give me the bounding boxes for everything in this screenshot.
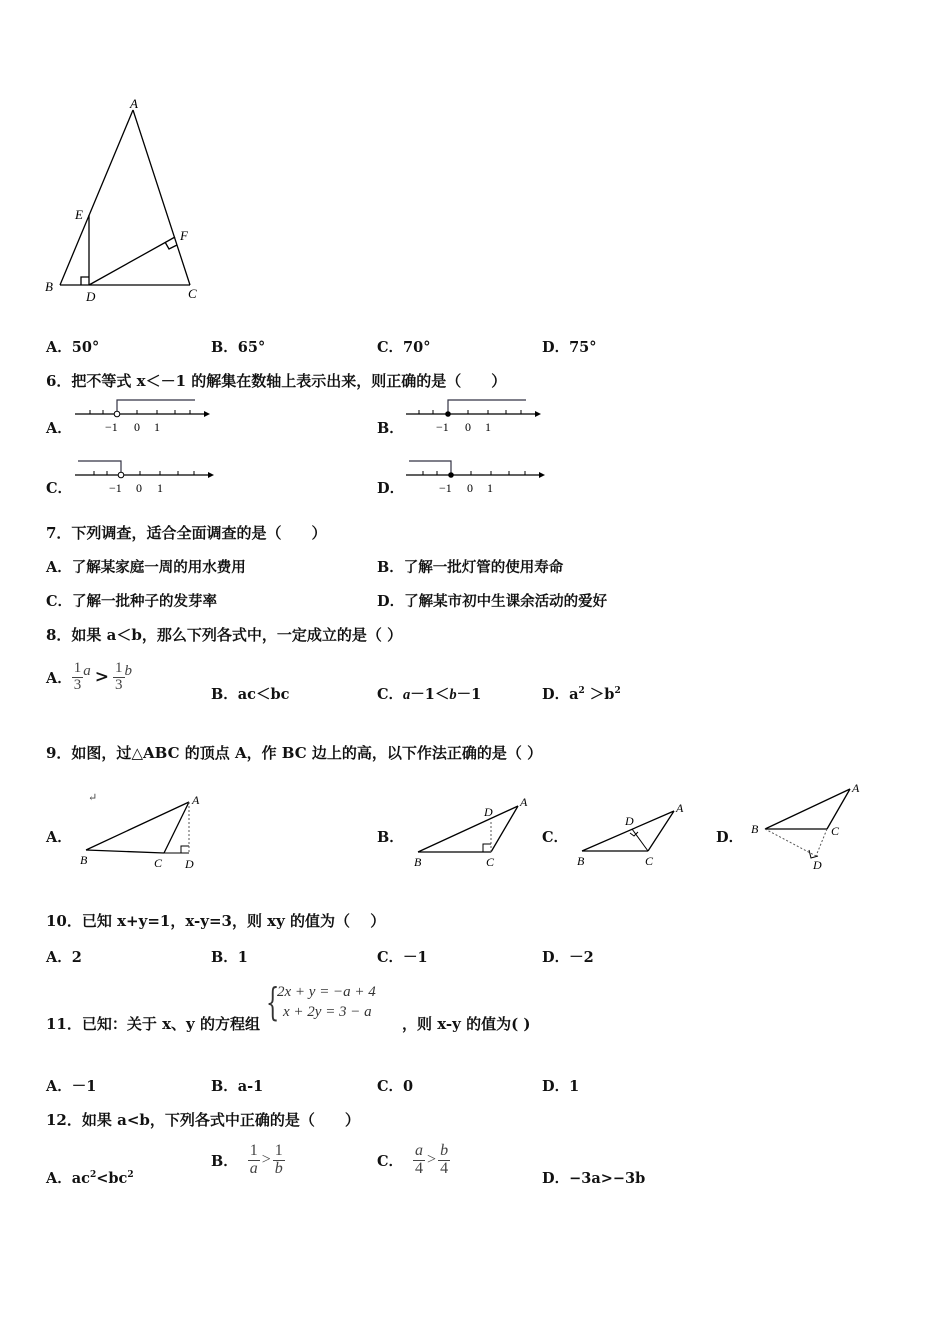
solution-ray <box>409 461 451 475</box>
q10-stem: 10．已知 x+y=1，x-y=3，则 xy 的值为（ ） <box>46 912 386 930</box>
denominator: 3 <box>115 676 123 693</box>
option-letter: B． <box>211 1078 238 1095</box>
q11-stem-post: ，则 x-y 的值为( ) <box>402 1015 531 1033</box>
option-text: －1＜ <box>410 686 450 703</box>
numerator: 1 <box>73 660 82 676</box>
q9-option-d-letter[interactable]: D． <box>716 829 744 846</box>
option-text: －1 <box>456 686 482 703</box>
label-a: A <box>852 781 860 795</box>
option-letter: A． <box>46 669 72 687</box>
option-letter: A． <box>46 1078 72 1095</box>
label-d: D <box>484 805 493 819</box>
altitude <box>765 829 816 856</box>
q8-option-b[interactable] <box>211 683 289 704</box>
relation: > <box>261 1151 271 1169</box>
q5-option-d[interactable] <box>542 336 597 357</box>
arrow-icon <box>208 472 214 478</box>
option-text: a-1 <box>237 1078 264 1095</box>
option-letter: B． <box>211 949 238 966</box>
solution-ray <box>448 400 526 414</box>
label-a: A <box>520 795 528 809</box>
q5-option-b[interactable] <box>211 336 265 357</box>
fraction <box>248 1143 260 1178</box>
arrow-icon <box>204 411 210 417</box>
q6-option-d-letter[interactable]: D． <box>377 480 405 497</box>
option-text: 2 <box>71 949 82 966</box>
tick-label: 1 <box>487 481 493 495</box>
q7-option-b[interactable] <box>377 556 563 577</box>
label-e: E <box>75 207 83 222</box>
q10-option-b[interactable] <box>211 946 248 967</box>
brace-icon: { <box>266 980 280 1024</box>
paragraph-mark-icon: ↵ <box>88 791 98 804</box>
q6-stem: 6．把不等式 x＜－1 的解集在数轴上表示出来，则正确的是（ ） <box>46 372 507 390</box>
label-b: B <box>577 854 585 868</box>
label-c: C <box>154 856 163 870</box>
q12-option-a[interactable] <box>46 1167 134 1188</box>
denominator: a <box>249 1159 258 1177</box>
option-text: 70° <box>403 339 431 356</box>
right-angle-f <box>165 242 177 249</box>
q9-figure-c[interactable] <box>572 795 692 875</box>
option-text: 0 <box>403 1078 414 1095</box>
option-text: －1 <box>71 1078 97 1095</box>
label-c: C <box>486 855 495 869</box>
equation-2: x + 2y = 3 − a <box>283 1004 372 1020</box>
label-c: C <box>831 824 840 838</box>
right-angle-d <box>81 277 89 285</box>
tick-label: −1 <box>439 481 452 495</box>
option-letter: C． <box>377 949 404 966</box>
q11-option-c[interactable] <box>377 1075 413 1096</box>
q9-figure-a[interactable] <box>76 790 211 875</box>
numerator: a <box>415 1142 424 1159</box>
option-text: <bc <box>96 1170 128 1187</box>
numerator: 1 <box>274 1142 283 1159</box>
option-letter: D． <box>542 1170 570 1187</box>
fraction <box>72 661 84 694</box>
arrow-icon <box>539 472 545 478</box>
option-text: 1 <box>569 1078 580 1095</box>
label-f: F <box>180 228 188 243</box>
option-letter: D． <box>542 686 570 703</box>
option-text: 65° <box>237 339 266 356</box>
q8-stem: 8．如果 a＜b，那么下列各式中，一定成立的是（ ） <box>46 626 403 644</box>
equation-1: 2x + y = −a + 4 <box>277 984 376 1000</box>
q9-option-b-letter[interactable]: B． <box>377 829 404 846</box>
option-letter: D． <box>377 593 405 610</box>
tick-label: 0 <box>134 420 140 434</box>
label-d: D <box>813 858 822 872</box>
variable: b <box>449 687 457 703</box>
option-letter: D． <box>542 949 570 966</box>
q11-option-b[interactable] <box>211 1075 263 1096</box>
option-text: 了解某市初中生课余活动的爱好 <box>404 593 608 610</box>
denominator: 4 <box>415 1159 424 1177</box>
option-letter: A． <box>46 559 72 576</box>
q12-stem: 12．如果 a<b，下列各式中正确的是（ ） <box>46 1111 360 1129</box>
q6-number-line-b[interactable] <box>401 395 541 437</box>
side-ab <box>60 110 133 285</box>
variable: b <box>124 662 133 679</box>
q5-option-a[interactable] <box>46 336 99 357</box>
denominator: 4 <box>440 1159 449 1177</box>
option-text: ＞b <box>584 686 615 703</box>
tick-label: 1 <box>154 420 160 434</box>
option-text: a <box>569 686 579 703</box>
relation: > <box>427 1151 437 1169</box>
option-letter: C． <box>377 686 404 703</box>
fraction <box>273 1143 285 1178</box>
open-dot <box>118 472 124 478</box>
option-letter: B． <box>377 559 404 576</box>
option-letter: C． <box>377 339 404 356</box>
fraction <box>113 661 125 694</box>
label-a: A <box>676 801 684 815</box>
exponent: 2 <box>90 1170 97 1181</box>
filled-dot <box>445 411 451 417</box>
tick-label: 0 <box>136 481 142 495</box>
q12-option-b[interactable] <box>211 1143 285 1178</box>
q11-stem-pre: 11．已知：关于 x、y 的方程组 <box>46 1015 260 1033</box>
q11-option-a[interactable] <box>46 1075 96 1096</box>
label-d: D <box>625 814 634 828</box>
option-text: −3a>−3b <box>569 1170 646 1187</box>
option-letter: C． <box>377 1078 404 1095</box>
q9-option-a-letter[interactable]: A． <box>46 829 72 846</box>
option-text: 了解一批种子的发芽率 <box>72 593 218 610</box>
option-letter: B． <box>211 1152 238 1170</box>
solution-ray <box>78 461 121 475</box>
q11-option-d[interactable] <box>542 1075 579 1096</box>
label-c: C <box>188 286 197 301</box>
solution-ray <box>117 400 195 414</box>
q8-option-c[interactable] <box>377 683 481 704</box>
label-b: B <box>80 853 88 867</box>
tick-label: 1 <box>485 420 491 434</box>
option-text: 了解一批灯管的使用寿命 <box>403 559 564 576</box>
exponent: 2 <box>614 686 621 697</box>
tick-label: 0 <box>467 481 473 495</box>
q9-figure-d[interactable] <box>745 778 870 876</box>
label-d: D <box>86 289 96 304</box>
q10-option-d[interactable] <box>542 946 594 967</box>
label-a: A <box>130 96 138 111</box>
q6-number-line-d[interactable] <box>401 456 546 498</box>
denominator: b <box>274 1159 283 1177</box>
tick-label: 1 <box>157 481 163 495</box>
q12-option-c[interactable] <box>377 1143 450 1178</box>
q5-triangle-figure <box>40 95 210 305</box>
q7-option-d[interactable] <box>377 590 607 611</box>
arrow-icon <box>535 411 541 417</box>
option-text: －2 <box>569 949 594 966</box>
q12-option-d[interactable] <box>542 1167 645 1188</box>
q7-option-c[interactable] <box>46 590 217 611</box>
segment-df <box>89 237 175 285</box>
q5-option-c[interactable] <box>377 336 430 357</box>
q8-option-d[interactable] <box>542 683 621 704</box>
fraction <box>438 1143 450 1178</box>
option-text: 了解某家庭一周的用水费用 <box>71 559 246 576</box>
option-letter: A． <box>46 949 72 966</box>
tick-label: −1 <box>109 481 122 495</box>
q8-option-a[interactable] <box>46 661 132 694</box>
denominator: 3 <box>73 676 82 693</box>
label-a: A <box>192 793 200 807</box>
label-d: D <box>185 857 194 871</box>
q6-option-b-letter[interactable]: B． <box>377 420 404 437</box>
tick-label: −1 <box>436 420 449 434</box>
option-letter: D． <box>542 339 570 356</box>
q10-option-a[interactable] <box>46 946 82 967</box>
label-b: B <box>414 855 422 869</box>
option-text: 75° <box>569 339 597 356</box>
option-letter: C． <box>46 593 73 610</box>
label-c: C <box>645 854 654 868</box>
q6-number-line-c[interactable] <box>70 456 215 498</box>
tick-label: 0 <box>465 420 471 434</box>
q6-option-a-letter[interactable]: A． <box>46 420 72 437</box>
option-letter: A． <box>46 339 72 356</box>
q9-figure-b[interactable] <box>408 788 538 873</box>
q9-stem: 9．如图，过△ABC 的顶点 A，作 BC 边上的高，以下作法正确的是（ ） <box>46 744 543 762</box>
option-text: ac <box>71 1170 90 1187</box>
q9-option-c-letter[interactable]: C． <box>542 829 569 846</box>
option-letter: B． <box>211 339 238 356</box>
numerator: 1 <box>115 660 123 676</box>
option-letter: B． <box>211 686 238 703</box>
option-text: ac＜bc <box>237 686 290 703</box>
option-letter: C． <box>377 1152 404 1170</box>
tick-label: −1 <box>105 420 118 434</box>
fraction <box>413 1143 425 1178</box>
q10-option-c[interactable] <box>377 946 428 967</box>
option-letter: A． <box>46 1170 72 1187</box>
option-text: 1 <box>237 949 248 966</box>
relation: > <box>94 667 110 688</box>
variable: a <box>403 687 411 703</box>
label-b: B <box>751 822 759 836</box>
numerator: 1 <box>249 1142 258 1159</box>
q7-stem: 7．下列调查，适合全面调查的是（ ） <box>46 524 327 542</box>
numerator: b <box>440 1142 449 1159</box>
filled-dot <box>448 472 454 478</box>
exponent: 2 <box>127 1170 134 1181</box>
q6-number-line-a[interactable] <box>70 395 210 437</box>
q7-option-a[interactable] <box>46 556 246 577</box>
option-letter: D． <box>542 1078 570 1095</box>
option-text: 50° <box>71 339 100 356</box>
exponent: 2 <box>578 686 585 697</box>
open-dot <box>114 411 120 417</box>
extended-side <box>816 829 827 856</box>
option-text: －1 <box>403 949 428 966</box>
q6-option-c-letter[interactable]: C． <box>46 480 73 497</box>
side-ac <box>133 110 190 285</box>
variable: a <box>83 662 91 679</box>
label-b: B <box>45 279 53 294</box>
